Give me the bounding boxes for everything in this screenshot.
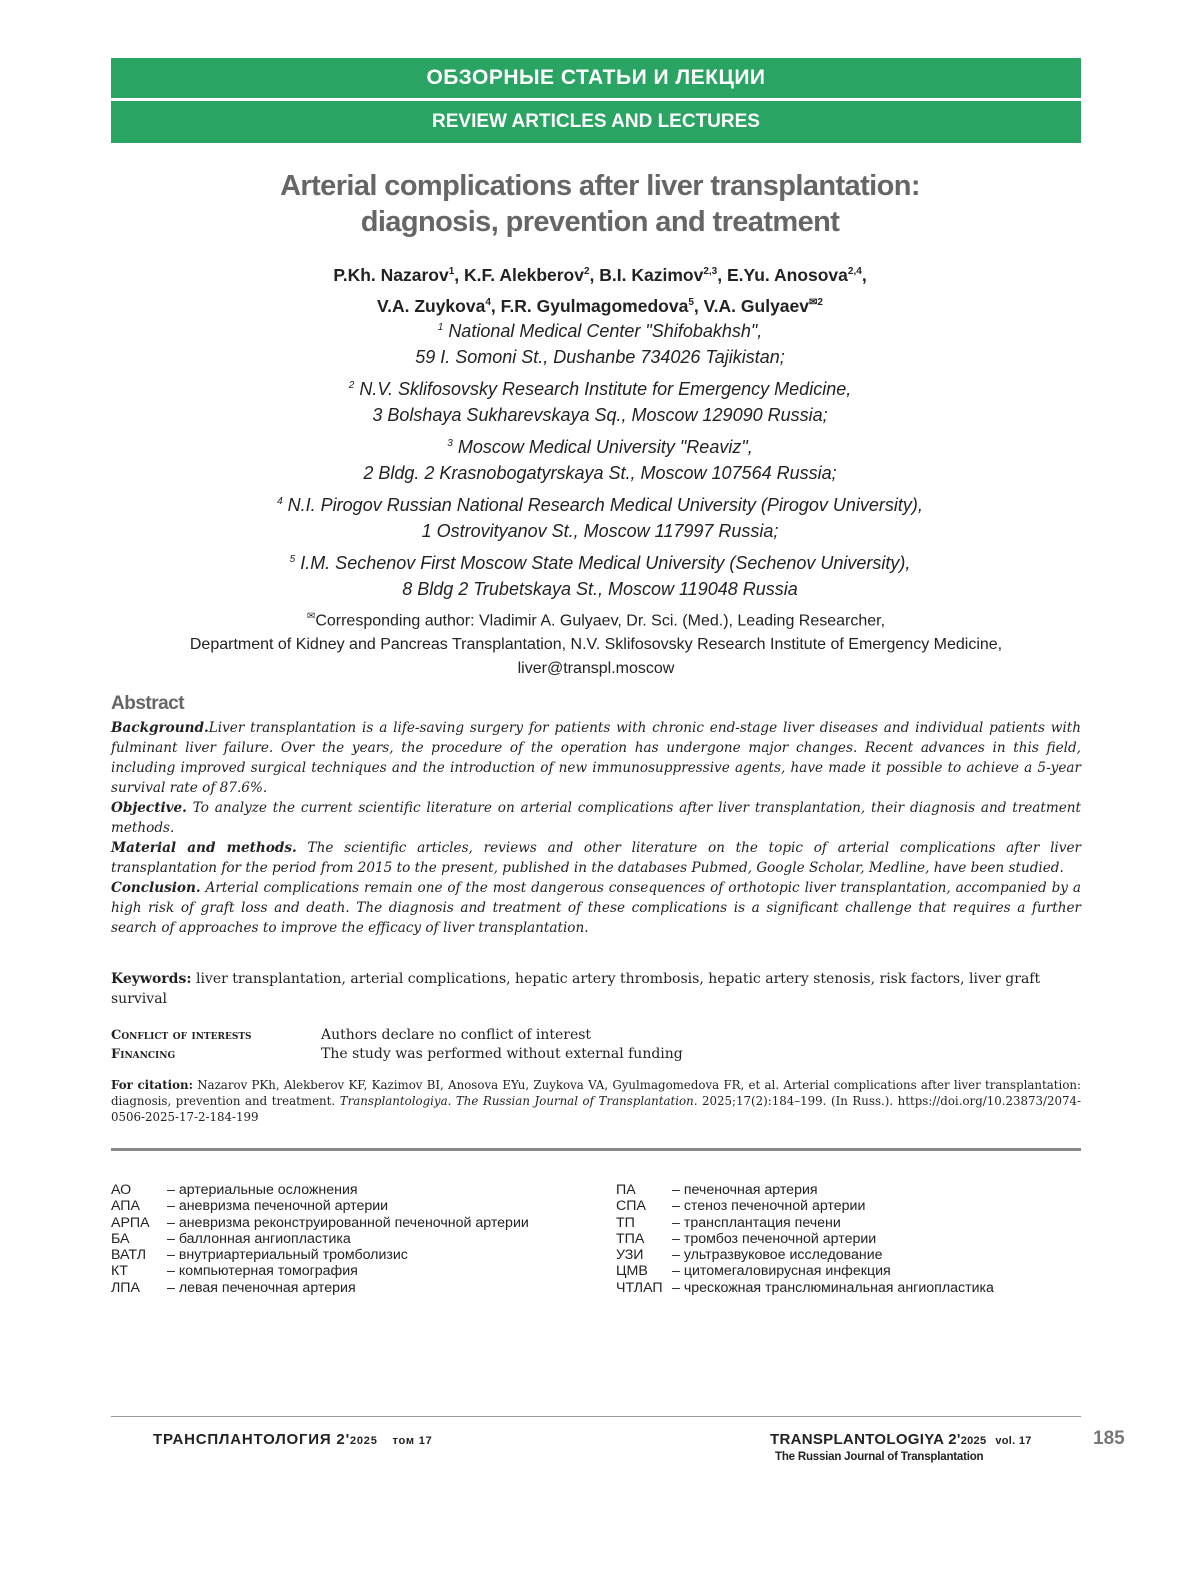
abstract-text: Arterial complications remain one of the most dangerous consequences of orthotopic liver transplantation, accompanied by a high risk of graft loss and death. The diagnosis and treatment of these complications is a significant challenge that requires a further search of approaches to improve the efficacy of liver transplantation. — [111, 880, 1082, 936]
affiliation-4 — [150, 489, 1050, 544]
affiliation-address: 1 Ostrovityanov St., Moscow 117997 Russia; — [421, 521, 779, 541]
footer-divider — [111, 1416, 1081, 1417]
abbreviation-value: – печеночная артерия — [672, 1182, 818, 1198]
page-number: 185 — [1093, 1428, 1125, 1449]
affiliation-name: N.I. Pirogov Russian National Research Medical University (Pirogov University), — [287, 495, 923, 515]
citation-doi[interactable]: 2025;17(2):184–199. (In Russ.). https://doi.org/10.23873/2074-0506-2025-17-2-184-199 — [111, 1094, 1081, 1124]
article-title — [150, 168, 1050, 240]
abbreviation-key: ПА — [616, 1182, 636, 1198]
footer-journal-subtitle: The Russian Journal of Transplantation — [775, 1451, 984, 1463]
abbreviation-row — [616, 1215, 994, 1231]
abstract-body — [111, 718, 1081, 938]
corresponding-email[interactable]: liver@transpl.moscow — [517, 660, 675, 678]
citation-journal: Transplantologiya. The Russian Journal of Transplantation. — [339, 1094, 698, 1108]
section-divider — [111, 1148, 1081, 1151]
affiliation-number: 4 — [277, 496, 283, 507]
financing-row — [111, 1045, 1081, 1064]
author-affiliation: 2,4 — [847, 266, 862, 277]
affiliation-number: 2 — [348, 380, 355, 391]
footer-journal-en — [770, 1431, 1032, 1448]
affiliation-number: 1 — [437, 322, 444, 333]
abbreviation-row — [111, 1280, 529, 1296]
title-line-1: Arterial complications after liver transplantation: — [280, 170, 920, 202]
abstract-text: Liver transplantation is a life-saving surgery for patients with chronic end-stage liver diseases and individual patients with fulminant liver failure. Over the years, the procedure of the operation has undergone major changes. Recent advances in this field, including improved surgical techniques and the introduction of new immunosuppressive agents, have made it possible to achieve a 5-year survival rate of 87.6%. — [111, 720, 1081, 796]
affiliation-number: 3 — [447, 438, 453, 449]
abbreviation-row — [111, 1198, 529, 1214]
abbreviation-row — [111, 1247, 529, 1263]
author-affiliation: 1 — [448, 266, 455, 277]
abbreviation-key: ТПА — [616, 1230, 645, 1247]
abbreviation-value: – трансплантация печени — [672, 1214, 841, 1231]
abbreviation-row — [616, 1247, 994, 1263]
author-affiliation: 2 — [583, 266, 590, 277]
abbreviation-key: АРПА — [111, 1214, 150, 1231]
abbreviation-key: АПА — [111, 1198, 140, 1215]
keywords-label: Keywords: — [111, 971, 192, 987]
abbreviation-value: – ультразвуковое исследование — [672, 1247, 883, 1264]
article-meta — [111, 1026, 1081, 1064]
section-banner-ru: ОБЗОРНЫЕ СТАТЬИ И ЛЕКЦИИ — [111, 58, 1081, 98]
footer-journal-ru — [153, 1431, 433, 1448]
affiliation-address: 2 Bldg. 2 Krasnobogatyrskaya St., Moscow 107564 Russia; — [363, 463, 837, 483]
footer-year-en: 2025 — [960, 1435, 987, 1447]
affiliation-address: 8 Bldg 2 Trubetskaya St., Moscow 119048 Russia — [402, 579, 798, 599]
abbreviation-row — [616, 1182, 994, 1198]
abbreviation-value: – чрескожная транслюминальная ангиопластика — [672, 1279, 994, 1296]
abbreviation-value: – артериальные осложнения — [167, 1182, 358, 1198]
author-list: P.Kh. Nazarov$^1$, K.F. Alekberov$^2$, B.I. Kazimov$^{2,3}$, E.Yu. Anosova$^{2,4}$, V.A. Zuykova$^4$, F.R. Gyulmagomedova$^5$, V.A. Gulyaev$^{✉2}$ — [333, 264, 867, 316]
affiliation-name: National Medical Center "Shifobakhsh", — [448, 321, 763, 341]
abbreviation-key: АО — [111, 1182, 132, 1198]
conflict-value: Authors declare no conflict of interest — [321, 1027, 592, 1043]
affiliation-name: I.M. Sechenov First Moscow State Medical University (Sechenov University), — [300, 553, 911, 573]
abbreviation-row — [616, 1198, 994, 1214]
abbreviation-value: – баллонная ангиопластика — [167, 1230, 351, 1247]
abbreviation-value: – цитомегаловирусная инфекция — [672, 1263, 891, 1280]
financing-value: The study was performed without external funding — [321, 1046, 683, 1062]
abstract-heading: Abstract — [111, 693, 185, 714]
abstract-label: Objective. — [111, 800, 187, 816]
abstract-label: Material and methods. — [111, 840, 297, 856]
corresponding-line-2: Department of Kidney and Pancreas Transplantation, N.V. Sklifosovsky Research Institute of Emergency Medicine, — [189, 636, 1003, 654]
footer-year-ru: 2025 — [349, 1435, 378, 1447]
author-affiliation: ✉2 — [809, 296, 823, 308]
abbreviation-key: ТП — [616, 1214, 635, 1231]
author: V.A. Zuykova — [377, 295, 486, 316]
abstract-methods — [111, 838, 1081, 878]
affiliation-3 — [150, 431, 1050, 486]
abbreviation-row — [616, 1263, 994, 1279]
affiliation-address: 3 Bolshaya Sukharevskaya Sq., Moscow 129090 Russia; — [372, 405, 828, 425]
abbreviation-row — [616, 1280, 994, 1296]
author: K.F. Alekberov — [464, 264, 584, 285]
author-affiliation: 2,3 — [703, 266, 718, 277]
abbreviation-row — [111, 1182, 529, 1198]
citation-label: For citation: — [111, 1078, 193, 1092]
abbreviations-left — [111, 1182, 529, 1296]
citation-text: Nazarov PKh, Alekberov KF, Kazimov BI, Anosova EYu, Zuykova VA, Gyulmagomedova FR, et al. Arterial complications after liver transplantation: diagnosis, prevention and treatment. — [111, 1078, 1081, 1108]
affiliation-number: 5 — [289, 554, 296, 565]
keywords — [111, 969, 1081, 1009]
abbreviation-row — [111, 1231, 529, 1247]
author: P.Kh. Nazarov — [333, 264, 449, 285]
abbreviation-value: – стеноз печеночной артерии — [672, 1198, 866, 1215]
abbreviation-value: – аневризма реконструированной печеночной артерии — [167, 1214, 529, 1231]
abbreviation-value: – компьютерная томография — [167, 1263, 358, 1280]
abbreviation-value: – тромбоз печеночной артерии — [672, 1230, 877, 1247]
affiliation-name: N.V. Sklifosovsky Research Institute for Emergency Medicine, — [359, 379, 852, 399]
envelope-icon: ✉ — [306, 611, 316, 622]
abbreviation-key: ЧТЛАП — [616, 1279, 663, 1296]
footer-title-ru: ТРАНСПЛАНТОЛОГИЯ 2' — [153, 1431, 350, 1448]
abbreviation-value: – внутриартериальный тромболизис — [167, 1247, 408, 1264]
affiliation-name: Moscow Medical University "Reaviz", — [457, 437, 753, 457]
conflict-label: Conflict of interests — [111, 1028, 252, 1043]
abbreviation-key: СПА — [616, 1198, 646, 1215]
abstract-label: Conclusion. — [111, 880, 201, 896]
abbreviation-row — [111, 1263, 529, 1279]
section-banner-en: REVIEW ARTICLES AND LECTURES — [111, 101, 1081, 143]
abbreviation-key: ЦМВ — [616, 1263, 648, 1280]
abstract-objective — [111, 798, 1081, 838]
author: F.R. Gyulmagomedova — [500, 295, 689, 316]
abbreviation-key: БА — [111, 1230, 130, 1247]
conflict-row — [111, 1026, 1081, 1045]
abbreviation-row — [616, 1231, 994, 1247]
affiliation-5 — [150, 547, 1050, 602]
author-affiliation: 4 — [485, 296, 491, 308]
affiliation-1 — [150, 315, 1050, 370]
footer-volume-en: vol. 17 — [995, 1435, 1032, 1447]
footer-volume-ru: том 17 — [392, 1435, 433, 1447]
abbreviation-row — [111, 1215, 529, 1231]
corresponding-line-1: Corresponding author: Vladimir A. Gulyaev, Dr. Sci. (Med.), Leading Researcher, — [315, 612, 886, 630]
keywords-text: liver transplantation, arterial complications, hepatic artery thrombosis, hepatic artery stenosis, risk factors, liver graft survival — [111, 971, 1041, 1007]
abbreviation-key: УЗИ — [616, 1247, 644, 1264]
affiliation-2 — [150, 373, 1050, 428]
abbreviation-key: КТ — [111, 1263, 128, 1280]
abbreviation-value: – левая печеночная артерия — [167, 1279, 356, 1296]
abbreviation-key: ЛПА — [111, 1279, 140, 1296]
abstract-conclusion — [111, 878, 1081, 938]
abstract-label: Background. — [111, 720, 209, 736]
author: E.Yu. Anosova — [726, 264, 848, 285]
financing-label: Financing — [111, 1047, 176, 1062]
abstract-background — [111, 718, 1081, 798]
citation — [111, 1077, 1081, 1125]
abstract-text: The scientific articles, reviews and other literature on the topic of arterial complications after liver transplantation for the period from 2015 to the present, published in the databases Pubmed, Google Scholar, Medline, have been studied. — [111, 840, 1081, 876]
abstract-text: To analyze the current scientific literature on arterial complications after liver transplantation, their diagnosis and treatment methods. — [111, 800, 1081, 836]
abbreviation-value: – аневризма печеночной артерии — [167, 1198, 389, 1215]
affiliation-address: 59 I. Somoni St., Dushanbe 734026 Tajikistan; — [415, 347, 785, 367]
author-affiliation: 5 — [688, 296, 694, 308]
title-line-2: diagnosis, prevention and treatment — [360, 206, 840, 238]
corresponding-author — [111, 605, 1081, 681]
footer-title-en: TRANSPLANTOLOGIYA 2' — [770, 1431, 961, 1448]
author: B.I. Kazimov — [599, 264, 704, 285]
author: V.A. Gulyaev — [703, 295, 809, 316]
abbreviations-right — [616, 1182, 994, 1296]
abbreviation-key: ВАТЛ — [111, 1247, 147, 1264]
